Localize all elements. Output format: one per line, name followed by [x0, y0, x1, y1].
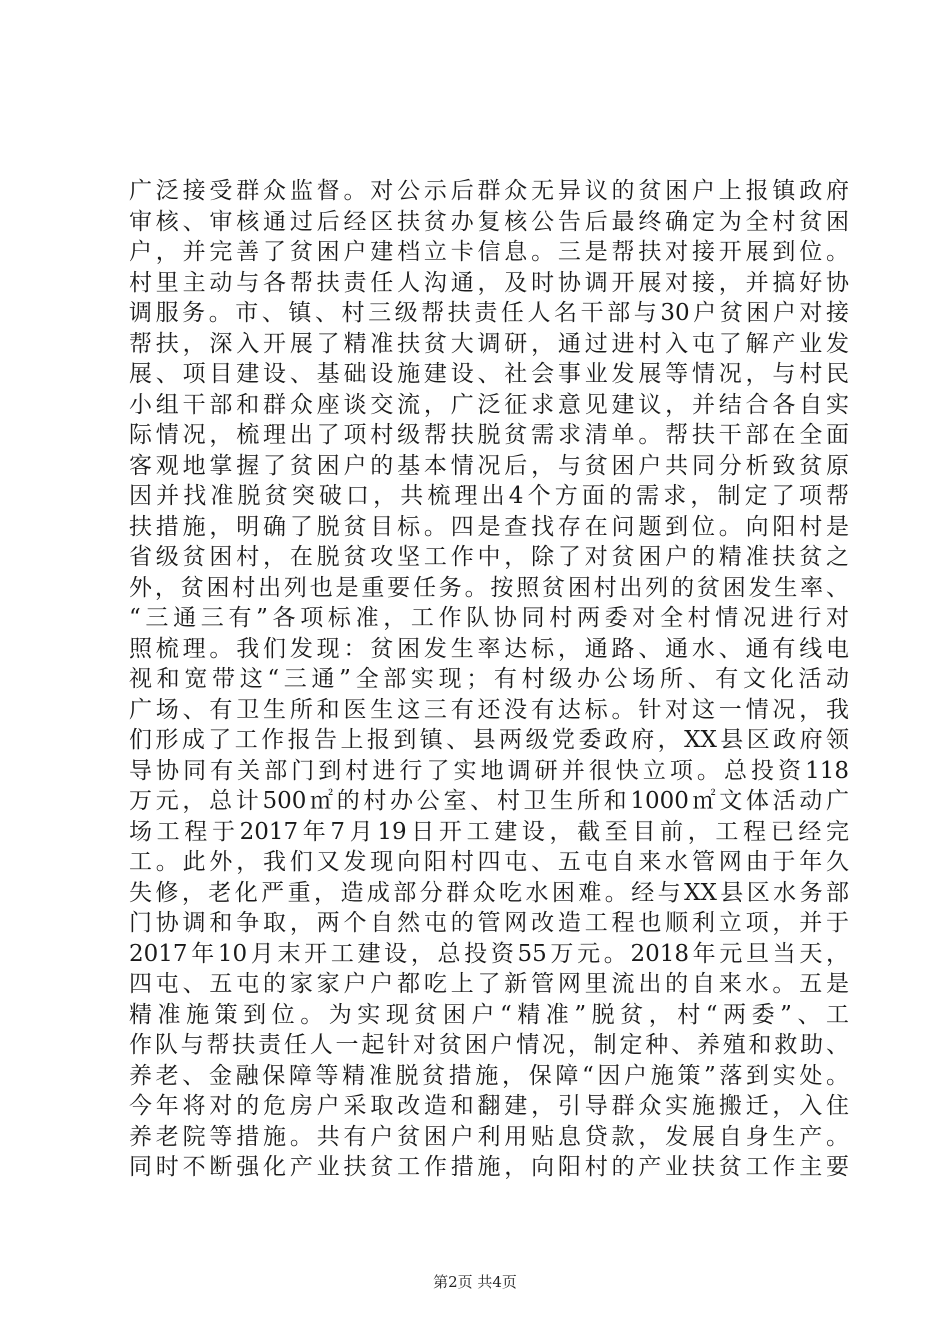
- text-line: 客观地掌握了贫困户的基本情况后，与贫困户共同分析致贫原: [129, 452, 849, 479]
- text-line: 养老、金融保障等精准脱贫措施，保障“因户施策”落到实处。: [129, 1062, 849, 1089]
- text-line: 精准施策到位。为实现贫困户“精准”脱贫，村“两委”、工: [129, 1001, 849, 1028]
- page-footer: 第2页 共4页: [433, 1273, 517, 1291]
- text-line: 扶措施，明确了脱贫目标。四是查找存在问题到位。向阳村是: [129, 513, 849, 540]
- text-line: 帮扶，深入开展了精准扶贫大调研，通过进村入屯了解产业发: [129, 330, 849, 357]
- text-line: 工。此外，我们又发现向阳村四屯、五屯自来水管网由于年久: [129, 849, 849, 875]
- text-line: 展、项目建设、基础设施建设、社会事业发展等情况，与村民: [129, 361, 849, 387]
- body-paragraph: [129, 176, 849, 1183]
- text-line: 小组干部和群众座谈交流，广泛征求意见建议，并结合各自实: [129, 391, 849, 418]
- text-line: 调服务。市、镇、村三级帮扶责任人名干部与30户贫困户对接: [129, 300, 849, 326]
- text-line: 四屯、五屯的家家户户都吃上了新管网里流出的自来水。五是: [129, 971, 849, 997]
- text-line: 际情况，梳理出了项村级帮扶脱贫需求清单。帮扶干部在全面: [129, 422, 849, 448]
- text-line: 导协同有关部门到村进行了实地调研并很快立项。总投资118: [129, 757, 849, 784]
- text-line: 因并找准脱贫突破口，共梳理出4个方面的需求，制定了项帮: [129, 483, 849, 509]
- text-line: 村里主动与各帮扶责任人沟通，及时协调开展对接，并搞好协: [129, 269, 849, 296]
- text-line: 万元，总计500㎡的村办公室、村卫生所和1000㎡文体活动广: [129, 788, 849, 814]
- text-line: 们形成了工作报告上报到镇、县两级党委政府，XX县区政府领: [129, 727, 849, 753]
- text-line: 省级贫困村，在脱贫攻坚工作中，除了对贫困户的精准扶贫之: [129, 544, 849, 570]
- text-line: 广泛接受群众监督。对公示后群众无异议的贫困户上报镇政府: [129, 178, 849, 204]
- text-line: 审核、审核通过后经区扶贫办复核公告后最终确定为全村贫困: [129, 208, 849, 235]
- text-line: 同时不断强化产业扶贫工作措施，向阳村的产业扶贫工作主要: [129, 1154, 849, 1180]
- text-line: 场工程于2017年7月19日开工建设，截至目前，工程已经完: [129, 818, 849, 845]
- text-line: 失修，老化严重，造成部分群众吃水困难。经与XX县区水务部: [129, 879, 849, 906]
- text-line: 视和宽带这“三通”全部实现；有村级办公场所、有文化活动: [129, 666, 849, 692]
- text-line: 养老院等措施。共有户贫困户利用贴息贷款，发展自身生产。: [129, 1123, 849, 1150]
- text-line: 今年将对的危房户采取改造和翻建，引导群众实施搬迁，入住: [129, 1093, 849, 1119]
- text-line: “三通三有”各项标准，工作队协同村两委对全村情况进行对: [129, 605, 849, 631]
- text-line: 作队与帮扶责任人一起针对贫困户情况，制定种、养殖和救助、: [129, 1032, 849, 1058]
- text-line: 广场、有卫生所和医生这三有还没有达标。针对这一情况，我: [129, 696, 849, 723]
- text-line: 照梳理。我们发现：贫困发生率达标，通路、通水、通有线电: [129, 635, 849, 662]
- text-line: 2017年10月末开工建设，总投资55万元。2018年元旦当天，: [129, 940, 849, 967]
- text-line: 外，贫困村出列也是重要任务。按照贫困村出列的贫困发生率、: [129, 574, 849, 601]
- text-line: 户，并完善了贫困户建档立卡信息。三是帮扶对接开展到位。: [129, 239, 849, 265]
- text-line: 门协调和争取，两个自然屯的管网改造工程也顺利立项，并于: [129, 910, 849, 936]
